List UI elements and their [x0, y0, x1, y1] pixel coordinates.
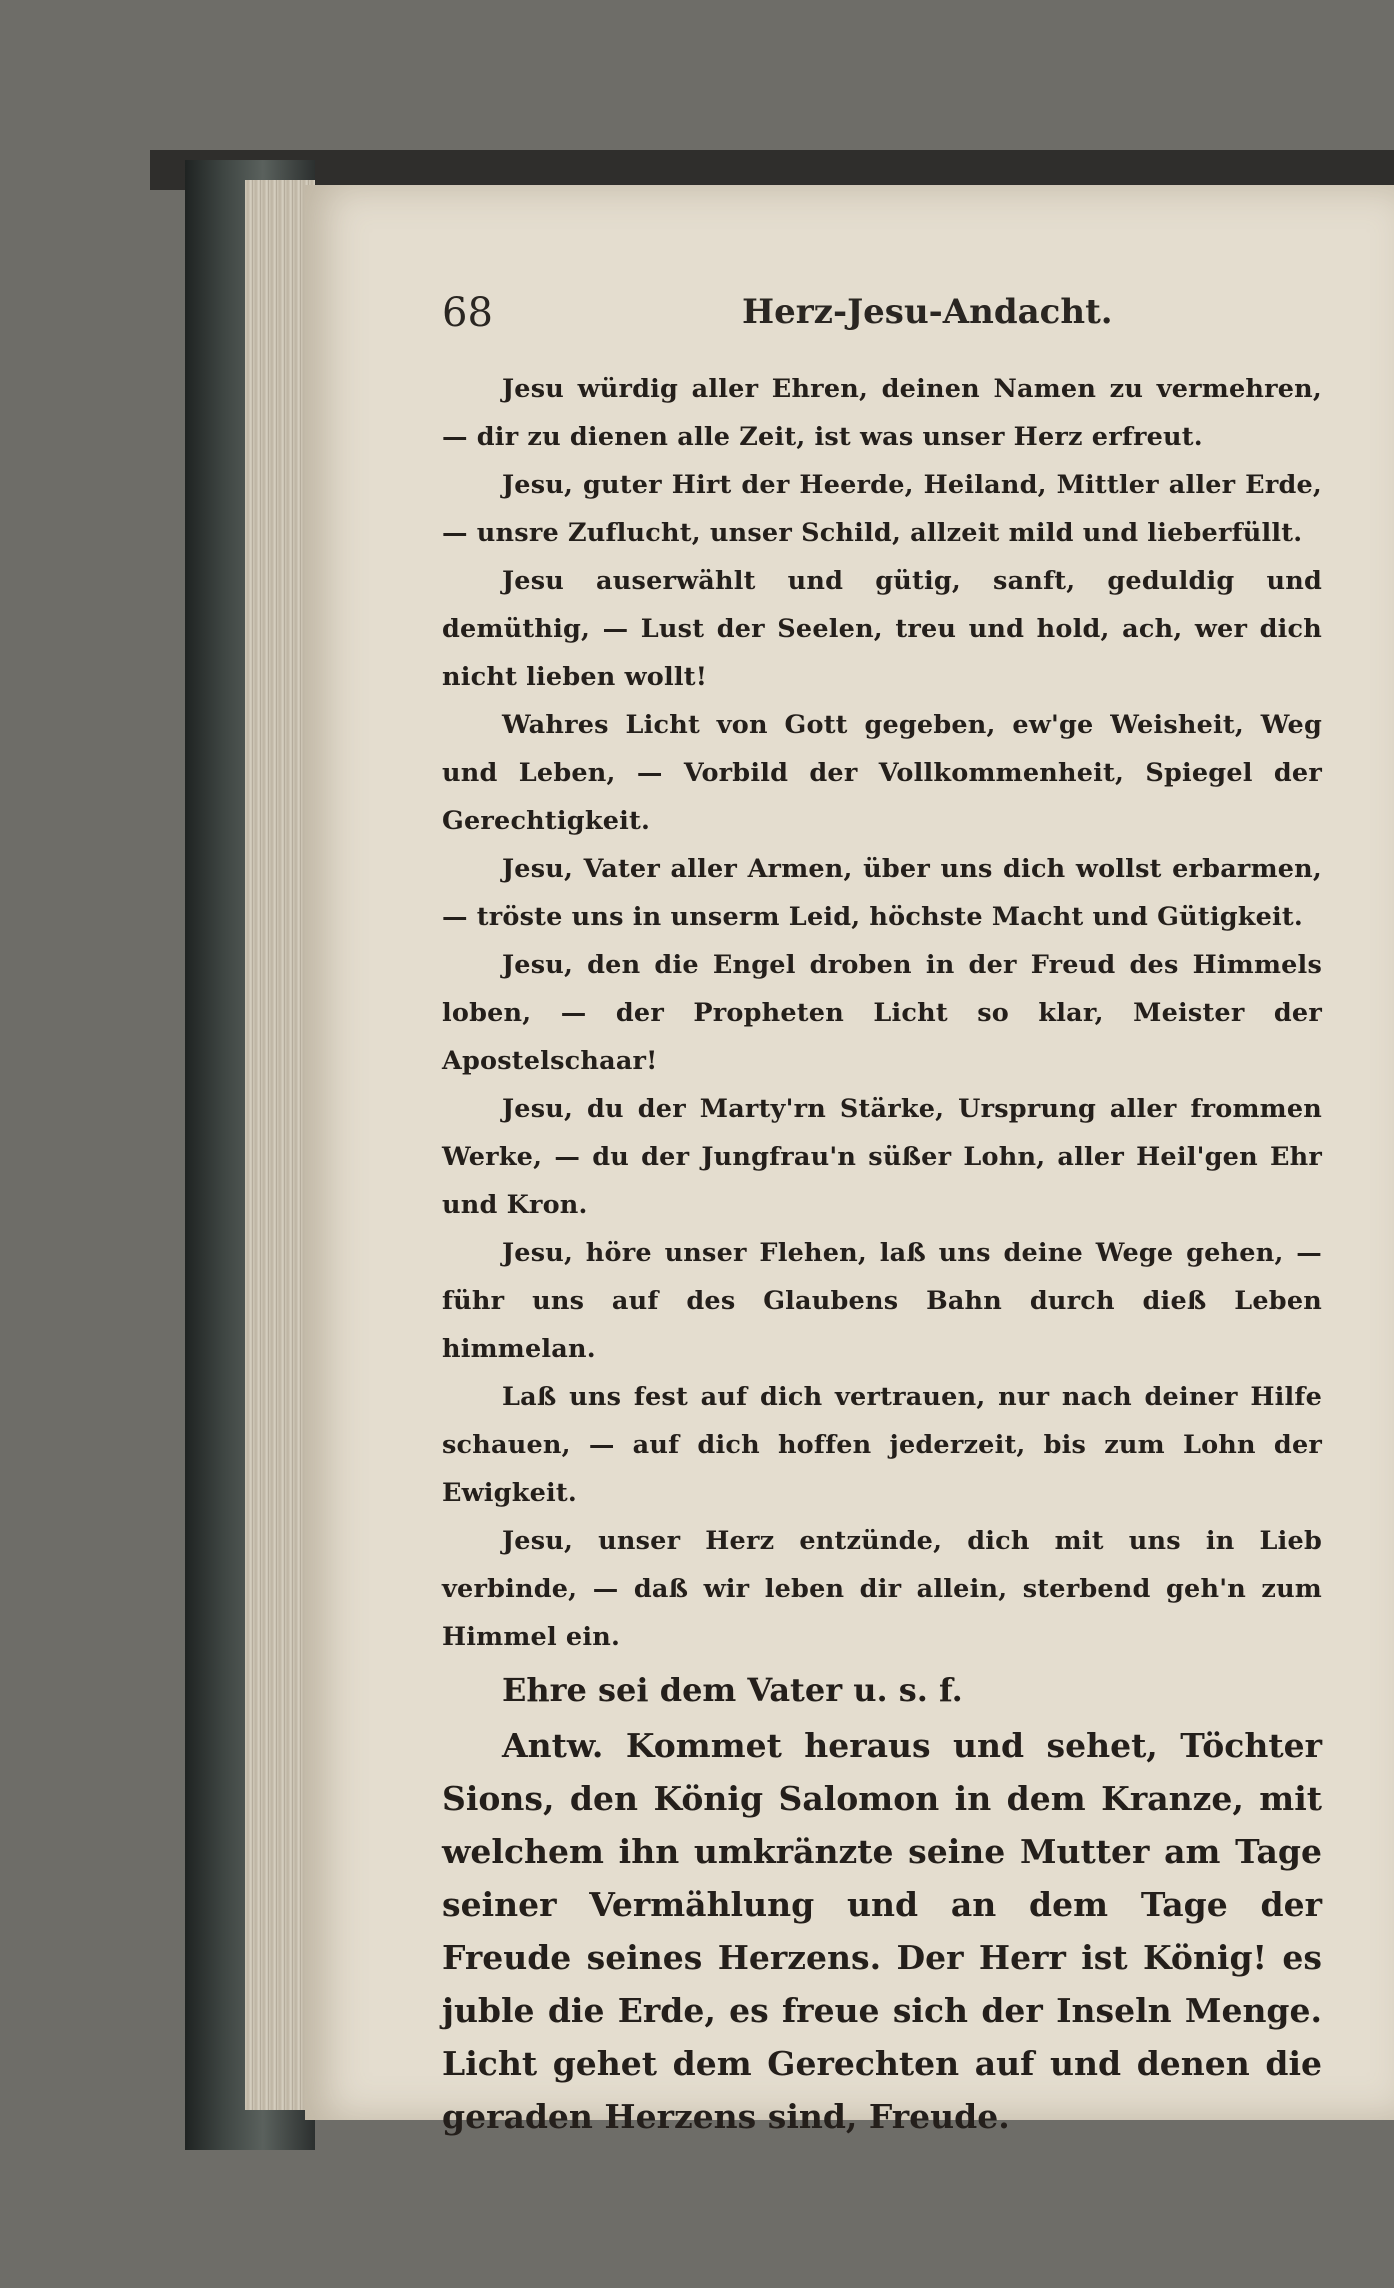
antiphon-paragraph: Antw. Kommet heraus und sehet, Töchter Sions, den König Salomon in dem Kranze, mit welchem ihn umkränzte seine Mutter am Tage seiner Vermählung und an dem Tage der Freude seines Herzens. Der Herr ist König! es juble die Erde, es freue sich der Inseln Menge. Licht gehet dem Gerechten auf und denen die geraden Herzens sind, Freude. [442, 1726, 1322, 2136]
invocation-paragraph: Jesu, du der Marty'rn Stärke, Ursprung aller frommen Werke, — du der Jungfrau'n süßer Lohn, aller Heil'gen Ehr und Kron. [442, 1094, 1322, 1220]
invocation-paragraph: Laß uns fest auf dich vertrauen, nur nach deiner Hilfe schauen, — auf dich hoffen jederzeit, bis zum Lohn der Ewigkeit. [442, 1382, 1322, 1508]
invocation-paragraph: Jesu, den die Engel droben in der Freud des Himmels loben, — der Propheten Licht so klar, Meister der Apostelschaar! [442, 950, 1322, 1076]
scan-background-top [150, 150, 1394, 190]
page-body [442, 365, 1322, 2143]
invocation-paragraph: Jesu, Vater aller Armen, über uns dich wollst erbarmen, — tröste uns in unserm Leid, höchste Macht und Gütigkeit. [442, 854, 1322, 932]
invocation-paragraph: Jesu, guter Hirt der Heerde, Heiland, Mittler aller Erde, — unsre Zuflucht, unser Schild, allzeit mild und lieberfüllt. [442, 470, 1322, 548]
running-title: Herz-Jesu-Andacht. [742, 292, 1113, 332]
invocation-paragraph: Wahres Licht von Gott gegeben, ew'ge Weisheit, Weg und Leben, — Vorbild der Vollkommenheit, Spiegel der Gerechtigkeit. [442, 710, 1322, 836]
page-header [442, 290, 1322, 350]
page-number: 68 [442, 290, 493, 336]
invocation-paragraph: Jesu würdig aller Ehren, deinen Namen zu vermehren, — dir zu dienen alle Zeit, ist was unser Herz erfreut. [442, 374, 1322, 452]
invocation-paragraph: Jesu, höre unser Flehen, laß uns deine Wege gehen, — führ uns auf des Glaubens Bahn durch dieß Leben himmelan. [442, 1238, 1322, 1364]
invocation-paragraph: Jesu auserwählt und gütig, sanft, geduldig und demüthig, — Lust der Seelen, treu und hold, ach, wer dich nicht lieben wollt! [442, 566, 1322, 692]
gloria-line: Ehre sei dem Vater u. s. f. [502, 1671, 963, 1709]
invocation-paragraph: Jesu, unser Herz entzünde, dich mit uns in Lieb verbinde, — daß wir leben dir allein, sterbend geh'n zum Himmel ein. [442, 1526, 1322, 1652]
